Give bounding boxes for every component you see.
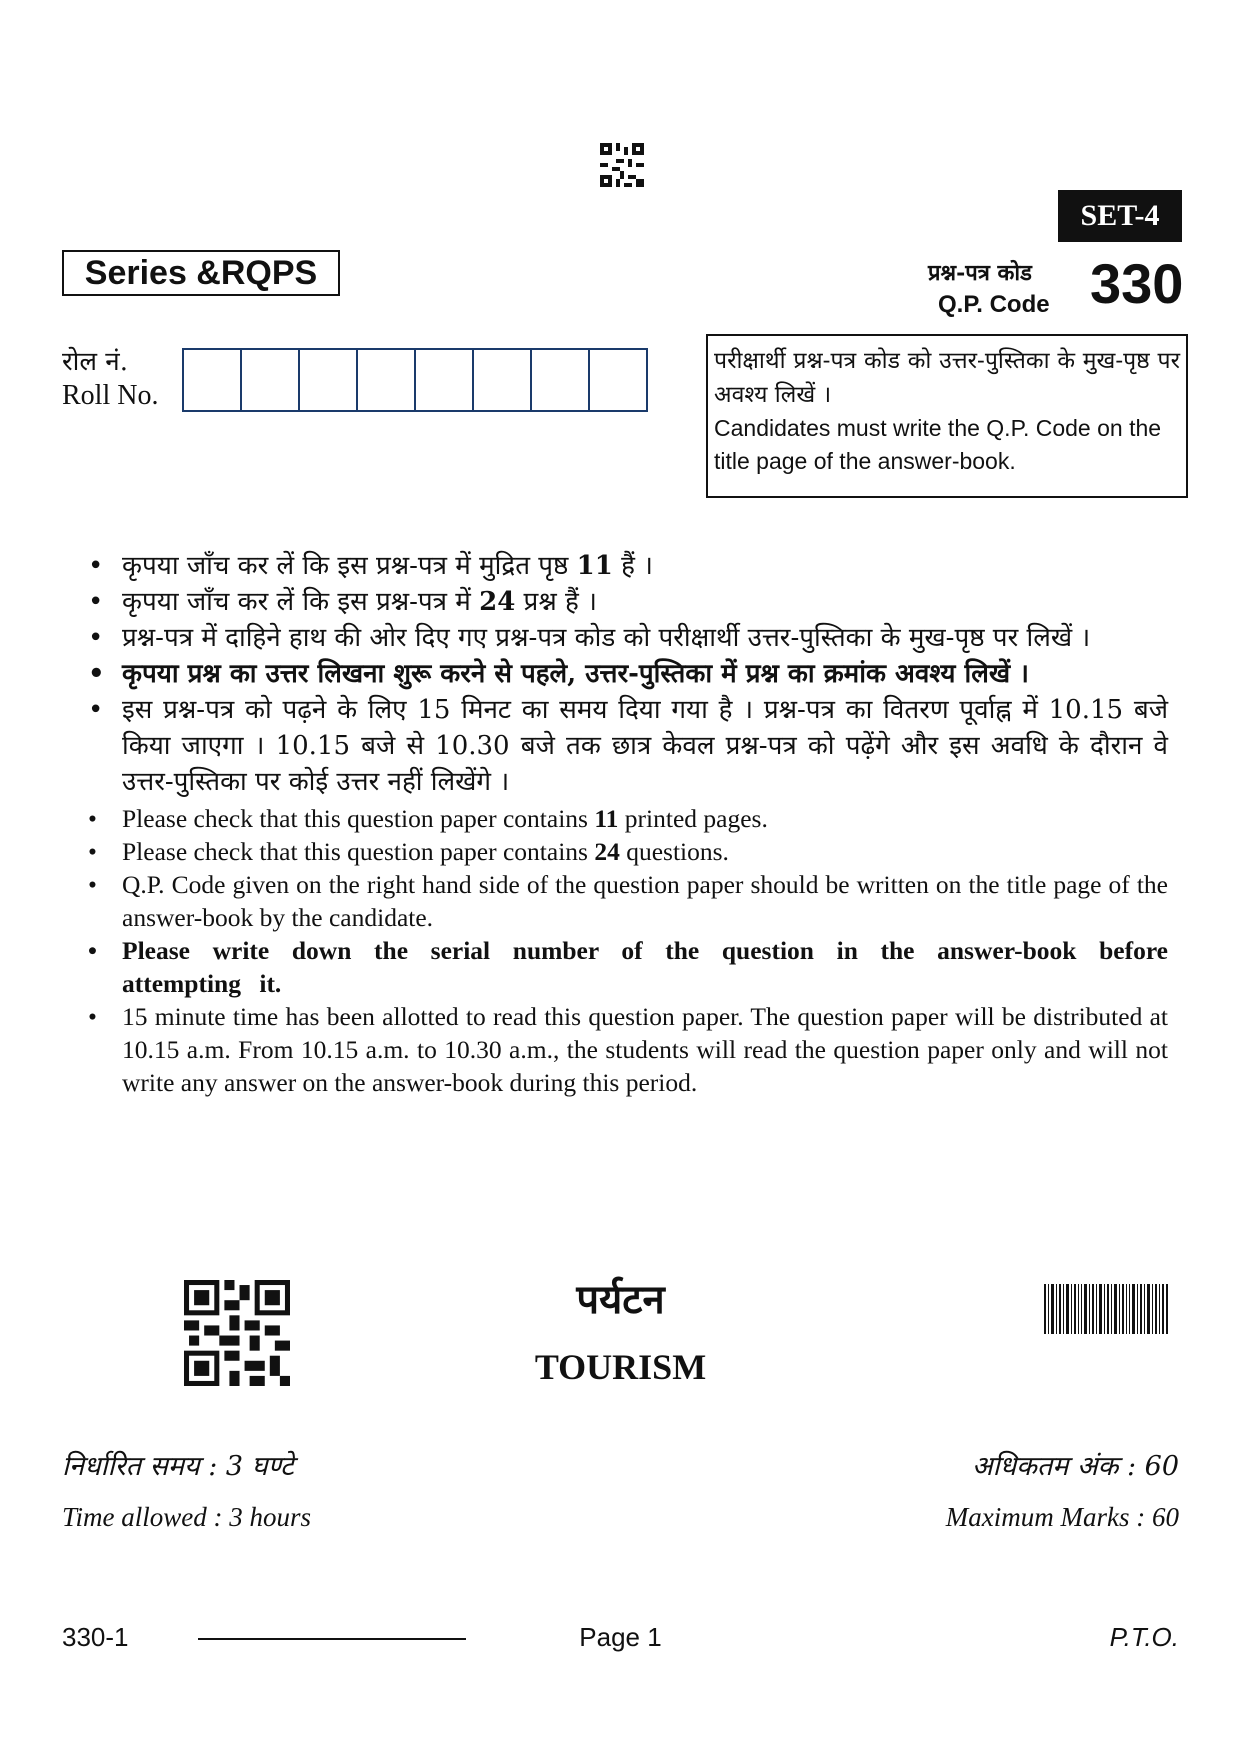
instruction-hindi-2: • कृपया जाँच कर लें कि इस प्रश्न-पत्र में 24 प्रश्न हैं । [88, 584, 1168, 620]
qp-code-number: 330 [1090, 252, 1184, 315]
pto-label: P.T.O. [1109, 1622, 1179, 1652]
roll-digit-box[interactable] [474, 350, 532, 410]
qp-code-label-hindi: प्रश्न-पत्र कोड [928, 260, 1032, 286]
instruction-english-3: • Q.P. Code given on the right hand side of the question paper should be written on the title page of the answer-book by the candidate. [88, 868, 1168, 934]
instruction-english-2: • Please check that this question paper contains 24 questions. [88, 835, 1168, 868]
instruction-hindi-4: • कृपया प्रश्न का उत्तर लिखना शुरू करने से पहले, उत्तर-पुस्तिका में प्रश्न का क्रमांक अवश्य लिखें । [88, 656, 1168, 692]
instruction-hindi-5: • इस प्रश्न-पत्र को पढ़ने के लिए 15 मिनट का समय दिया गया है । प्रश्न-पत्र का वितरण पूर्वाह्न में 10.15 बजे किया जाएगा । 10.15 बजे से 10.30 बजे तक छात्र केवल प्रश्न-पत्र को पढ़ेंगे और इस अवधि के दौरान वे उत्तर-पुस्तिका पर कोई उत्तर नहीं लिखेंगे । [88, 692, 1168, 800]
set-badge: SET-4 [1058, 190, 1182, 242]
roll-digit-box[interactable] [242, 350, 300, 410]
subject-title-hindi: पर्यटन [576, 1276, 665, 1323]
roll-digit-box[interactable] [300, 350, 358, 410]
instructions-list [88, 548, 1168, 1099]
qp-instruction-english: Candidates must write the Q.P. Code on the title page of the answer-book. [714, 415, 1162, 474]
instruction-hindi-3: • प्रश्न-पत्र में दाहिने हाथ की ओर दिए गए प्रश्न-पत्र कोड को परीक्षार्थी उत्तर-पुस्तिका के मुख-पृष्ठ पर लिखें । [88, 620, 1168, 656]
page-number: Page 1 [579, 1622, 662, 1652]
roll-digit-box[interactable] [590, 350, 646, 410]
instruction-hindi-1: • कृपया जाँच कर लें कि इस प्रश्न-पत्र में मुद्रित पृष्ठ 11 हैं । [88, 548, 1168, 584]
roll-label-hindi: रोल नं. [62, 347, 128, 377]
series-label: Series &RQPS [62, 250, 340, 296]
maximum-marks-english: Maximum Marks : 60 [945, 1502, 1179, 1532]
instruction-english-4: • Please write down the serial number of the question in the answer-book before attempting it. [88, 934, 1168, 1000]
roll-digit-box[interactable] [416, 350, 474, 410]
instruction-english-1: • Please check that this question paper contains 11 printed pages. [88, 802, 1168, 835]
footer-qp-code: 330-1 [62, 1622, 129, 1652]
barcode-icon [1044, 1284, 1168, 1334]
qp-code-instruction-box [706, 334, 1188, 498]
time-allowed-hindi: निर्धारित समय : 3 घण्टे [62, 1451, 294, 1482]
roll-digit-box[interactable] [184, 350, 242, 410]
maximum-marks-hindi: अधिकतम अंक : 60 [971, 1451, 1179, 1482]
roll-digit-box[interactable] [532, 350, 590, 410]
time-allowed-english: Time allowed : 3 hours [62, 1502, 312, 1532]
subject-title-english: TOURISM [534, 1347, 707, 1387]
qp-code-label-english: Q.P. Code [938, 291, 1050, 318]
qp-instruction-hindi: परीक्षार्थी प्रश्न-पत्र कोड को उत्तर-पुस्तिका के मुख-पृष्ठ पर अवश्य लिखें । [714, 348, 1180, 408]
qr-code-icon [600, 143, 644, 187]
instruction-english-5: • 15 minute time has been allotted to read this question paper. The question paper will be distributed at 10.15 a.m. From 10.15 a.m. to 10.30 a.m., the students will read the question paper only and will not write any answer on the answer-book during this period. [88, 1000, 1168, 1099]
roll-number-boxes[interactable] [182, 348, 648, 412]
roll-digit-box[interactable] [358, 350, 416, 410]
roll-label-english: Roll No. [62, 380, 159, 411]
